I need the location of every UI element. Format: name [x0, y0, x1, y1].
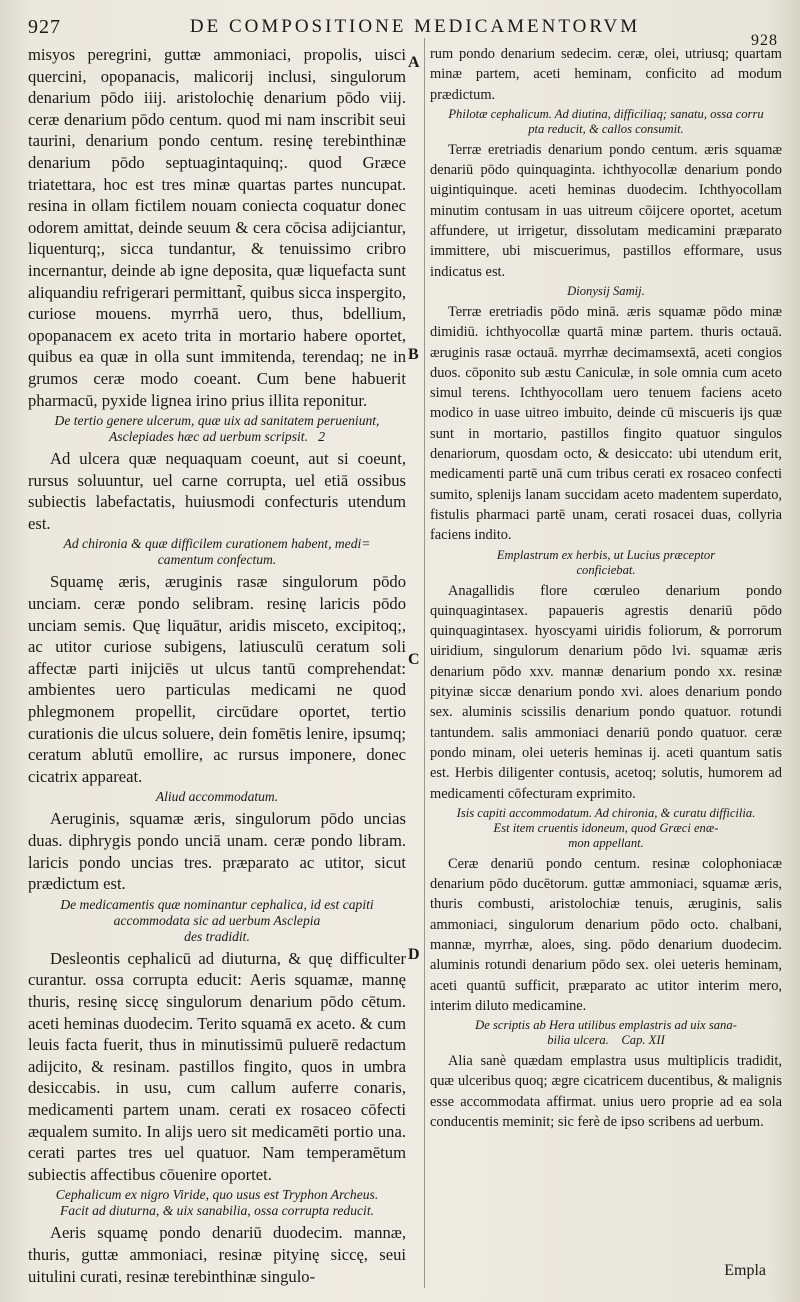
page-header: [0, 10, 800, 49]
paragraph: Anagallidis flore cœruleo denarium pondo quinquagintasex. papaueris agrestis denariū pōdo quinquagintasex. hyoscyami uiridis foliorum, & porrorum uiridium, singulorum denarium pōdo lvi. squamæ æris denarium pōdo xxv. mannæ denarium pondo xx. resinæ pityinæ siccæ denarium pondo xvi. aloes denarium pondo sex. aluminis scissilis denarium pondo quatuor. rotundi tantundem. salis ammoniaci denariū pondo quatuor. ceræ pondo minam, olei ueteris heminas ij. aceti quantum satis est. Herbis diligenter contusis, acetoq; solutis, humorem ad medicamenti cōfecturam exprimito.: [430, 582, 782, 802]
section-marker-b: B: [408, 346, 419, 363]
chapter-number: Cap. XII: [621, 1033, 665, 1048]
section-heading: Philotæ cephalicum. Ad diutina, difficiliaq; sanatu, ossa corru pta reducit, & callos consumit.: [448, 106, 764, 136]
section-marker-c: C: [408, 651, 420, 668]
catchword: Empla: [724, 1262, 766, 1279]
paragraph: Aeris squamę pondo denariū duodecim. mannæ, thuris, guttæ ammoniaci, resinæ pityinę siccę, seui uitulini curati, resinæ terebinthinæ singulo-: [28, 1223, 406, 1286]
paragraph: Desleontis cephalicū ad diuturna, & quę difficulter curantur. ossa corrupta educit: Aeris squamæ, mannę thuris, resinę siccę singulorum denarium pōdo cētum. aceti heminas duodecim. Terito squamā ex aceto. & cum leuis facta fuerit, thus in minutissimū puluerē redactum adijcito, & resinam. pastillos fingito, quos in umbra desiccabis. in usu, cum callum auferre conaris, medicamenti partem unam. cerati ex rosaceo cōfecti æqualem sumito. In alijs uero sit medicamēti portio una. cerati partes tres uel quatuor. Nam temperamētum subiectis affectibus cōuenire oportet.: [28, 948, 406, 1184]
paragraph: Squamę æris, æruginis rasæ singulorum pōdo unciam. ceræ pondo selibram. resinę laricis pōdo unciam semis. Quę liquātur, aridis misceto, excipitoq;, ac utitor curiose subigens, latiusculū ceratum soli affectæ parti inijciēs ut ulcus tantū comprehendat: ambientes uero particulas medicami ne quod phlegmonem propellit, circūdare oportet, tertio curationis die ulcus soluere, dein fomētis lenire, ipsumq; ceratum ablutū emollire, ac rursus imponere, donec cicatrix appareat.: [28, 572, 406, 786]
paragraph: Terræ eretriadis pōdo minā. æris squamæ pōdo minæ dimidiū. ichthyocollæ quartā minæ partem. thuris octauā. æruginis rasæ octauā. myrrhæ decimamsextā, aceti congios duos. cōponito sub æstu Caniculæ, in sole omnia cum aceto simul terens. Ichthyocollam uero tenuem faciens aceto modico in uase uitreo imbuito, deinde cū miscueris ijs quæ sunt in mortario, pastillos fingito quatuor singulos denariorum, quosdam octo, & desiccato: ubi utendum erit, medicamenti partē unā cum tribus cerati ex rosaceo confecti sumito, splenijs lanam succidam aceto madentem superdato, fistulis pharmaci partē unam, cerati rosacei duas, collyria faciens indito.: [430, 303, 782, 544]
column-divider: [424, 38, 425, 1288]
section-heading: Isis capiti accommodatum. Ad chironia, & curatu difficilia. Est item cruentis idoneum, quod Græci enæ- mon appellant.: [456, 805, 756, 850]
paragraph: Alia sanè quædam emplastra usus multiplicis tradidit, quæ ulceribus quoq; ægre cicatricem ducentibus, & malignis esse accommodata affirmat. unius uero proprie ad ea sola conducentis meminit; sic ferè de ipso scribens ad uerbum.: [430, 1053, 782, 1131]
section-heading: Cephalicum ex nigro Viride, quo usus est Tryphon Archeus. Facit ad diuturna, & uix sanabilia, ossa corrupta reducit.: [55, 1187, 379, 1219]
section-heading: Dionysij Samij.: [567, 283, 645, 298]
section-heading: Ad chironia & quæ difficilem curationem habent, medi= camentum confectum.: [63, 536, 371, 568]
paragraph: Terræ eretriadis denarium pondo centum. æris squamæ denariū pōdo quinquaginta. ichthyocollæ denarium pondo uigintiquinque. aceti heminas duodecim. Ichthyocollam minutim contusam in uas uitreum cōijcere oportet, acetum affundere, ut irrigetur, dissolutam medicamini præparato immittere, ubi miscuerimus, pastillos efformare, usus indicatus est.: [430, 141, 782, 280]
paragraph: Aeruginis, squamæ æris, singulorum pōdo uncias duas. diphrygis pondo unciā unam. ceræ pondo libram. laricis pondo uncias tres. præparato ac utitor, sicut prædictum est.: [28, 809, 406, 894]
marginal-number: 2: [318, 429, 325, 445]
section-heading: De tertio genere ulcerum, quæ uix ad sanitatem perueniunt, Asclepiades hæc ad uerbum scripsit. 2: [54, 413, 380, 445]
page-number-right: 928: [751, 32, 778, 49]
chapter-heading: De scriptis ab Hera utilibus emplastris ad uix sana- bilia ulcera. Cap. XII: [475, 1018, 737, 1048]
page-number-left: 927: [28, 16, 61, 38]
paragraph: Ceræ denariū pondo centum. resinæ colophoniacæ denarium pōdo ducētorum. guttæ ammoniaci, squamæ æris, thuris combusti, aristolochiæ tenuis, æruginis, salis ammoniaci, singulorum denarium pōdo octo. chalbani, mannæ, myrrhæ, aloes, sing. pōdo denarium duodecim. aluminis rotundi denarium pōdo sex. olei ueteris heminam, aceti quantū sufficit, præparato ac utitor interim mero, interim diluto medicamine.: [430, 855, 782, 1014]
section-heading: De medicamentis quæ nominantur cephalica, id est capiti accommodata sic ad uerbum Asclepia des tradidit.: [60, 896, 374, 944]
paragraph: Ad ulcera quæ nequaquam coeunt, aut si coeunt, rursus soluuntur, uel carne corrupta, uel etiā ossibus subiectis labefactatis, huiusmodi confecturis utendum est.: [28, 449, 406, 533]
section-heading: Aliud accommodatum.: [155, 789, 279, 805]
section-heading: Emplastrum ex herbis, ut Lucius præceptor conficiebat.: [496, 547, 716, 577]
running-title: DE COMPOSITIONE MEDICAMENTORVM: [189, 16, 641, 37]
paragraph: misyos peregrini, guttæ ammoniaci, propolis, uisci quercini, opopanacis, malicorij inclusi, singulorum denarium pōdo iiij. aristolochię denarium pōdo viij. ceræ denarium pōdo centum. quod mi nam inscribit seui taurini, denarium pondo centum. resinę terebinthinæ denarium pōdo septuagintaquinq;. quod Græce triatettara, hoc est tres minæ quartas partes nuncupat. resina in ollam fictilem nouam coniecta coquatur donec odorem amittat, deinde seuum & cera cōcisa adijciantur, liquenturq;, sicca tundantur, & tenuissimo cribro incernantur, deinde ab igne deposita, quæ liquefacta sunt aliquandiu refrigerari permittant̃, quibus sicca inspergito, curiose mouens. myrrhā uero, thus, bdellium, opopanacem ex aceto trita in mortario habere oportet, quibus ea quæ in olla sunt immitenda, terendaq; ne in grumos ceræ modo coeant. Cum bene habuerit pharmacū, pyxide lignea irino prius illita reponitur.: [28, 45, 407, 410]
paragraph: rum pondo denarium sedecim. ceræ, olei, utriusq; quartam minæ partem, aceti heminam, conficito ad modum prædictum.: [430, 46, 782, 103]
left-column: [28, 44, 406, 1287]
right-column: [430, 44, 782, 1132]
section-marker-d: D: [408, 946, 420, 963]
section-marker-a: A: [408, 54, 420, 71]
